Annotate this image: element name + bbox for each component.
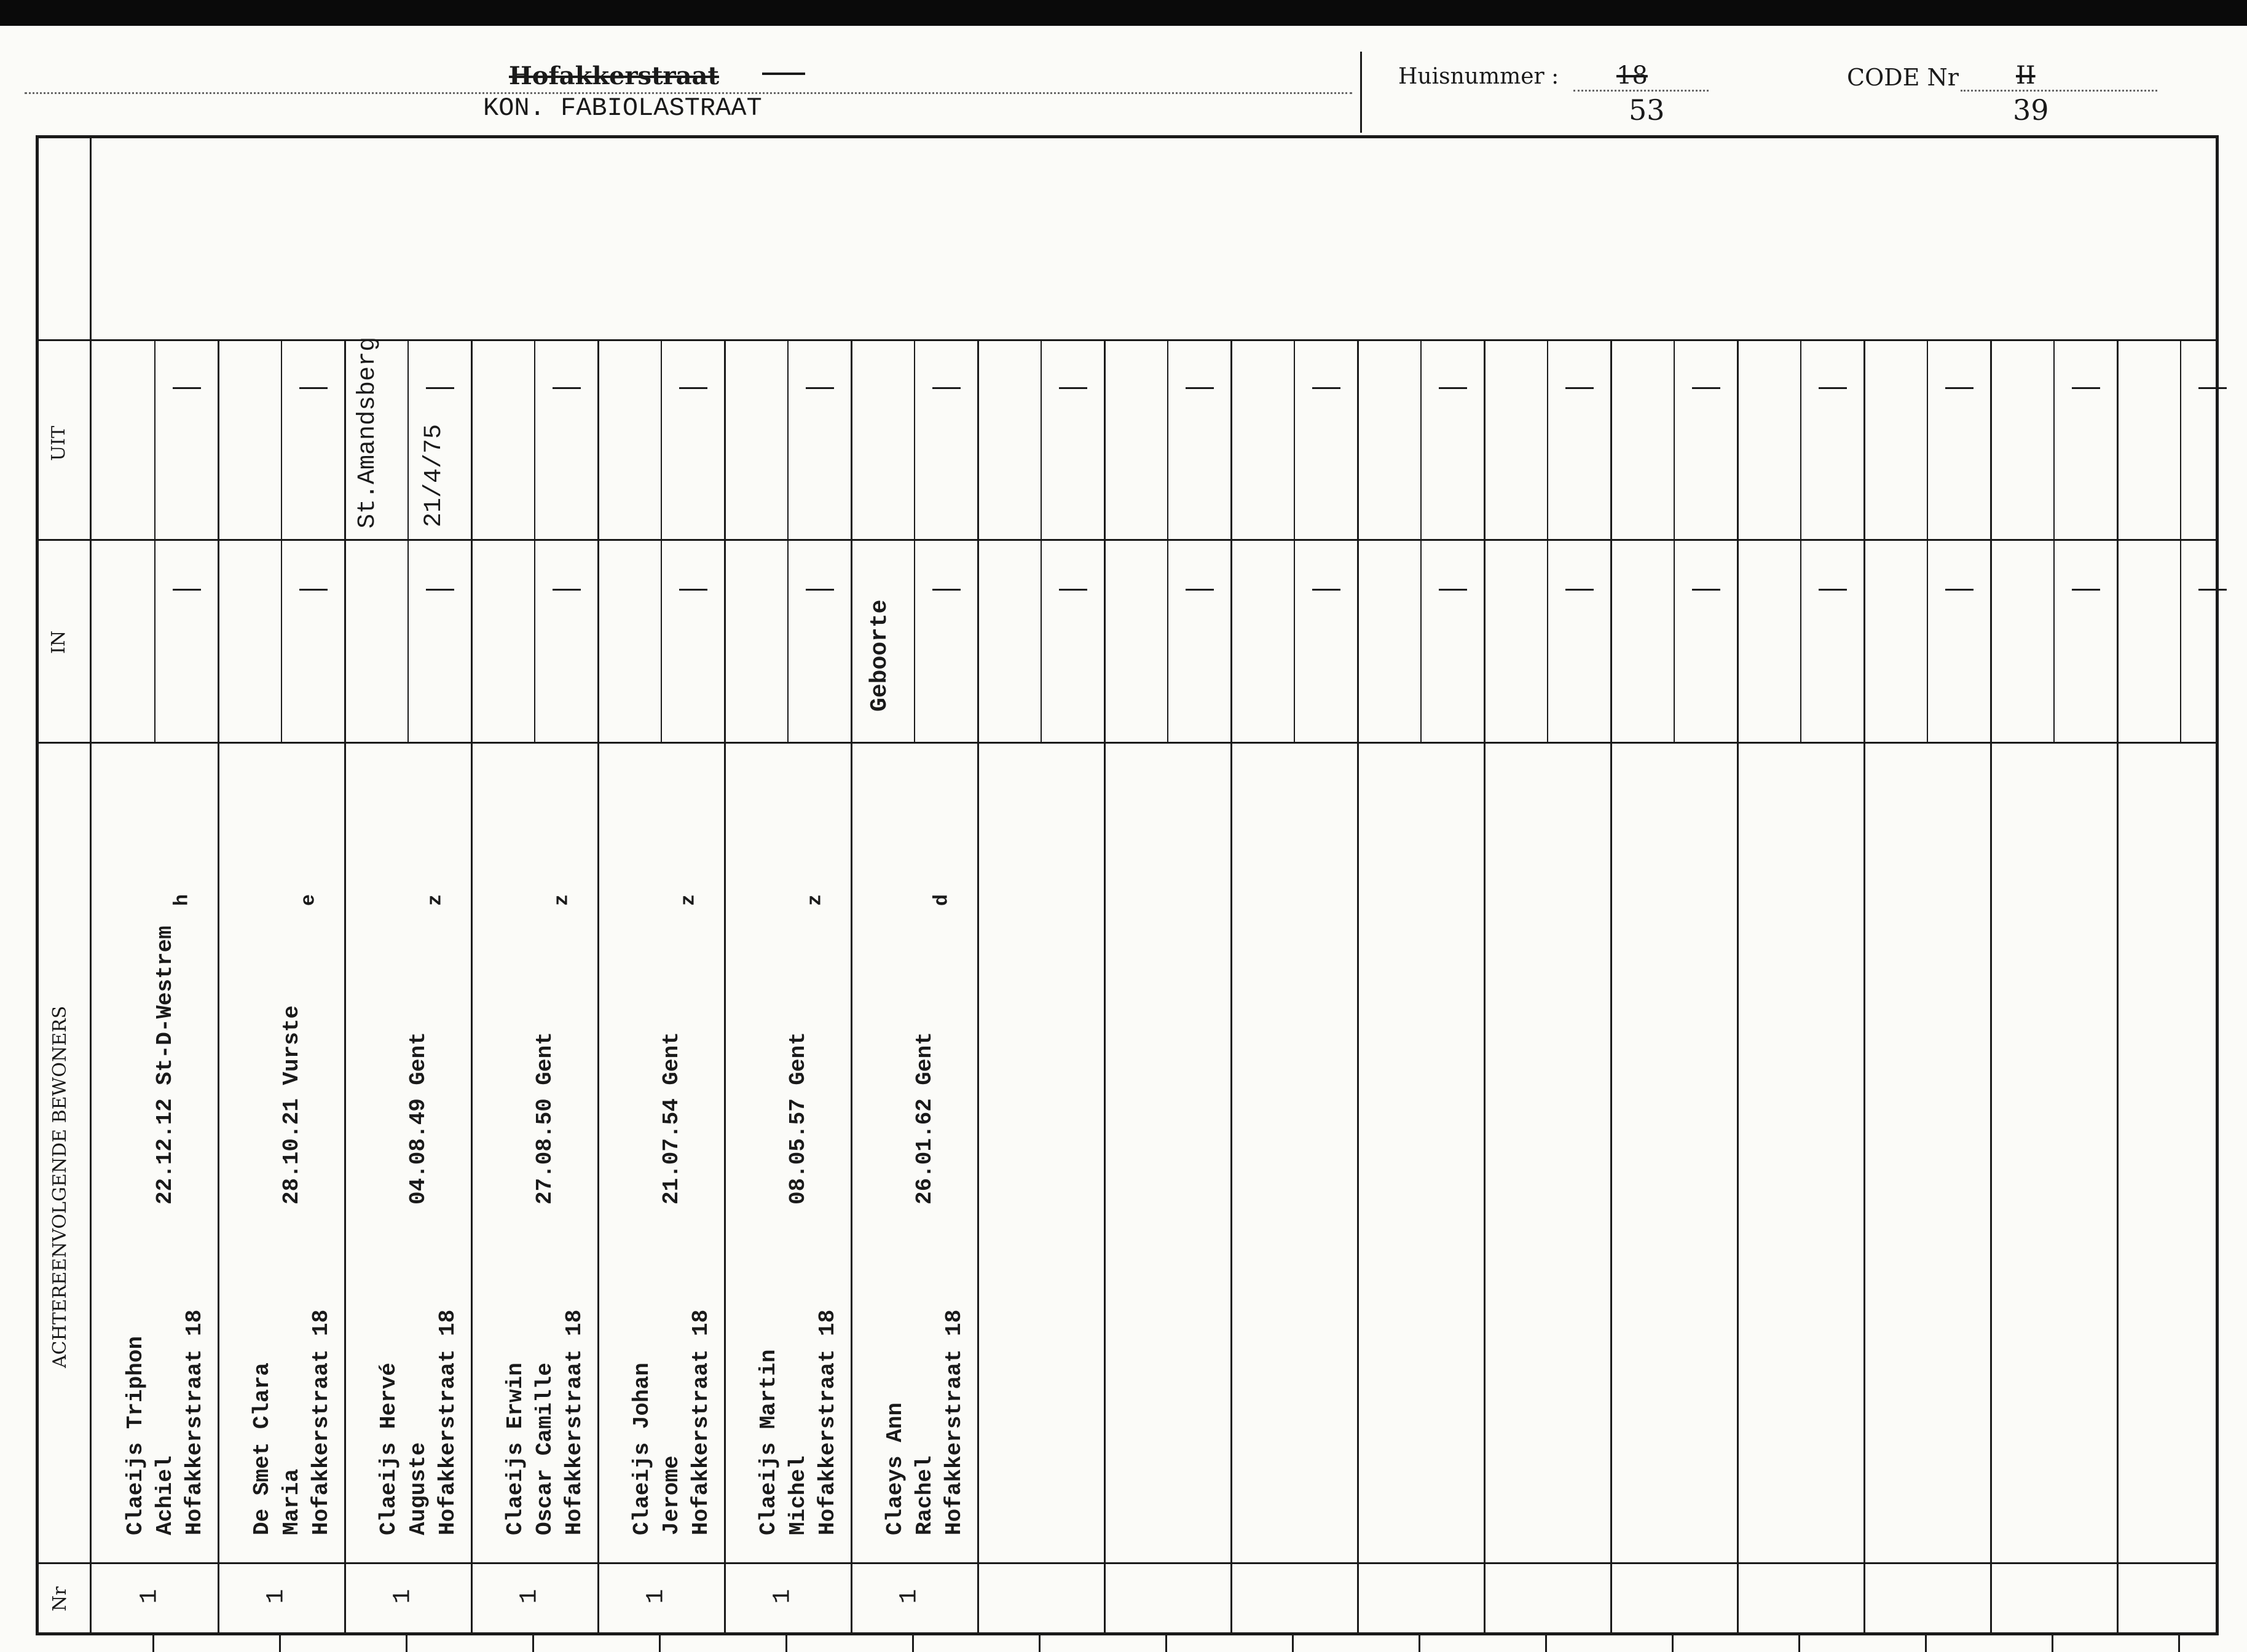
resident-address: Hofakkerstraat 18 bbox=[435, 1309, 460, 1535]
column-line bbox=[1484, 339, 1486, 1632]
uit-dash bbox=[173, 387, 201, 389]
column-line bbox=[977, 339, 979, 1632]
uit-dash bbox=[2072, 387, 2100, 389]
code-new: 39 bbox=[2013, 93, 2049, 127]
resident-nr: 1 bbox=[516, 1589, 544, 1604]
resident-birth: 04.08.49 Gent bbox=[406, 1032, 431, 1205]
sub-column-line bbox=[281, 339, 282, 742]
label-uit: UIT bbox=[48, 425, 69, 461]
bottom-tick bbox=[1165, 1635, 1167, 1652]
house-number-label: Huisnummer : bbox=[1398, 64, 1559, 89]
in-dash bbox=[2072, 589, 2100, 591]
resident-address: Hofakkerstraat 18 bbox=[815, 1309, 840, 1535]
column-line bbox=[1104, 339, 1106, 1632]
in-dash bbox=[1059, 589, 1087, 591]
resident-birth: 28.10.21 Vurste bbox=[279, 1005, 304, 1205]
label-nr: Nr bbox=[49, 1586, 71, 1611]
sub-column-line bbox=[1800, 339, 1801, 742]
uit-dash bbox=[1565, 387, 1594, 389]
table-right-border bbox=[2216, 135, 2219, 1635]
resident-relation: e bbox=[297, 894, 320, 907]
street-old: Hofakkerstraat bbox=[509, 61, 719, 90]
code-old: II bbox=[2016, 61, 2036, 90]
resident-address: Hofakkerstraat 18 bbox=[688, 1309, 714, 1535]
resident-given-name: Oscar Camille bbox=[532, 1363, 557, 1535]
resident-given-name: Michel bbox=[785, 1455, 811, 1535]
column-line bbox=[218, 339, 219, 1632]
resident-name: Claeys Ann bbox=[883, 1402, 908, 1535]
in-dash bbox=[1945, 589, 1974, 591]
uit-dash bbox=[679, 387, 707, 389]
bottom-tick bbox=[406, 1635, 407, 1652]
uit-dash bbox=[299, 387, 328, 389]
resident-relation: z bbox=[677, 894, 700, 907]
in-dash bbox=[1692, 589, 1720, 591]
resident-relation: z bbox=[423, 894, 447, 907]
resident-address: Hofakkerstraat 18 bbox=[309, 1309, 334, 1535]
table-top-border bbox=[36, 135, 2219, 138]
uit-dash bbox=[553, 387, 581, 389]
sub-column-line bbox=[1674, 339, 1675, 742]
street-new: KON. FABIOLASTRAAT bbox=[483, 93, 762, 123]
resident-name: Claeijs Erwin bbox=[503, 1363, 528, 1535]
uit-dash bbox=[1819, 387, 1847, 389]
sub-column-line bbox=[1927, 339, 1928, 742]
table-left-border bbox=[36, 135, 39, 1635]
resident-birth: 27.08.50 Gent bbox=[532, 1032, 557, 1205]
house-number-old: 18 bbox=[1616, 61, 1648, 90]
bottom-tick bbox=[532, 1635, 534, 1652]
bottom-tick bbox=[2052, 1635, 2053, 1652]
resident-birth: 21.07.54 Gent bbox=[659, 1032, 684, 1205]
in-top-line bbox=[36, 539, 2219, 541]
sub-column-line bbox=[1420, 339, 1422, 742]
uit-dash bbox=[1439, 387, 1467, 389]
sub-column-line bbox=[1294, 339, 1295, 742]
bottom-tick bbox=[1672, 1635, 1674, 1652]
house-number-dots bbox=[1573, 90, 1709, 92]
resident-name: Claeijs Triphon bbox=[123, 1335, 148, 1535]
column-line bbox=[851, 339, 852, 1632]
resident-birth: 08.05.57 Gent bbox=[785, 1032, 811, 1205]
label-in: IN bbox=[48, 630, 69, 654]
column-line bbox=[1990, 339, 1992, 1632]
bottom-tick bbox=[912, 1635, 914, 1652]
resident-nr: 1 bbox=[262, 1589, 291, 1604]
resident-relation: z bbox=[803, 894, 827, 907]
sub-column-line bbox=[154, 339, 155, 742]
column-line bbox=[1230, 339, 1232, 1632]
bottom-tick bbox=[152, 1635, 154, 1652]
bottom-tick bbox=[1545, 1635, 1547, 1652]
uit-dash bbox=[1312, 387, 1340, 389]
resident-given-name: Achiel bbox=[152, 1455, 178, 1535]
uit-date: 21/4/75 bbox=[420, 423, 448, 527]
column-line bbox=[597, 339, 599, 1632]
nr-top-line bbox=[36, 1562, 2219, 1564]
in-dash bbox=[299, 589, 328, 591]
column-line bbox=[724, 339, 726, 1632]
column-line bbox=[344, 339, 346, 1632]
uit-dash bbox=[1692, 387, 1720, 389]
column-line bbox=[471, 339, 473, 1632]
resident-given-name: Maria bbox=[279, 1468, 304, 1535]
label-residents: ACHTEREENVOLGENDE BEWONERS bbox=[49, 1005, 71, 1368]
residents-top-line bbox=[36, 742, 2219, 744]
sub-column-line bbox=[914, 339, 915, 742]
in-dash bbox=[426, 589, 454, 591]
bottom-tick bbox=[1419, 1635, 1420, 1652]
header-divider bbox=[1360, 52, 1362, 133]
in-dash bbox=[553, 589, 581, 591]
resident-address: Hofakkerstraat 18 bbox=[562, 1309, 587, 1535]
uit-dash bbox=[2198, 387, 2227, 389]
in-dash bbox=[679, 589, 707, 591]
bottom-tick bbox=[279, 1635, 281, 1652]
resident-nr: 1 bbox=[895, 1589, 924, 1604]
resident-relation: d bbox=[930, 894, 953, 907]
resident-birth: 22.12.12 St-D-Westrem bbox=[152, 926, 178, 1205]
code-label: CODE Nr bbox=[1847, 64, 1959, 91]
sub-column-line bbox=[407, 339, 409, 742]
bottom-tick bbox=[659, 1635, 661, 1652]
in-dash bbox=[1439, 589, 1467, 591]
resident-birth: 26.01.62 Gent bbox=[912, 1032, 937, 1205]
in-dash bbox=[2198, 589, 2227, 591]
sub-column-line bbox=[1041, 339, 1042, 742]
code-dots bbox=[1961, 90, 2157, 92]
resident-nr: 1 bbox=[389, 1589, 417, 1604]
in-dash bbox=[806, 589, 834, 591]
resident-given-name: Auguste bbox=[406, 1442, 431, 1535]
resident-given-name: Rachel bbox=[912, 1455, 937, 1535]
bottom-tick bbox=[785, 1635, 787, 1652]
sub-column-line bbox=[534, 339, 535, 742]
resident-address: Hofakkerstraat 18 bbox=[182, 1309, 207, 1535]
uit-place: St.Amandsberg bbox=[354, 336, 382, 529]
column-line bbox=[1357, 339, 1359, 1632]
in-dash bbox=[1819, 589, 1847, 591]
uit-dash bbox=[932, 387, 961, 389]
uit-dash bbox=[426, 387, 454, 389]
sub-column-line bbox=[661, 339, 662, 742]
column-line bbox=[1737, 339, 1739, 1632]
resident-nr: 1 bbox=[769, 1589, 797, 1604]
bottom-tick bbox=[1039, 1635, 1041, 1652]
sub-column-line bbox=[2053, 339, 2055, 742]
resident-relation: z bbox=[550, 894, 573, 907]
resident-nr: 1 bbox=[136, 1589, 164, 1604]
resident-name: Claeijs Johan bbox=[629, 1363, 655, 1535]
resident-name: Claeijs Hervé bbox=[376, 1363, 401, 1535]
strike-tail bbox=[762, 73, 805, 75]
resident-given-name: Jerome bbox=[659, 1455, 684, 1535]
sub-column-line bbox=[1547, 339, 1548, 742]
in-dash bbox=[932, 589, 961, 591]
in-dash bbox=[1565, 589, 1594, 591]
column-line bbox=[1610, 339, 1612, 1632]
column-line bbox=[2117, 339, 2119, 1632]
bottom-tick bbox=[1925, 1635, 1927, 1652]
in-dash bbox=[173, 589, 201, 591]
column-line bbox=[1863, 339, 1865, 1632]
in-dash bbox=[1312, 589, 1340, 591]
resident-name: De Smet Clara bbox=[250, 1363, 275, 1535]
resident-relation: h bbox=[170, 894, 194, 907]
uit-dash bbox=[1059, 387, 1087, 389]
resident-name: Claeijs Martin bbox=[756, 1349, 781, 1535]
sub-column-line bbox=[787, 339, 789, 742]
house-number-new: 53 bbox=[1629, 93, 1665, 127]
label-column-divider bbox=[90, 138, 92, 1632]
uit-dash bbox=[1186, 387, 1214, 389]
bottom-tick bbox=[1798, 1635, 1800, 1652]
bottom-tick bbox=[1292, 1635, 1294, 1652]
uit-dash bbox=[806, 387, 834, 389]
bottom-tick bbox=[2178, 1635, 2180, 1652]
in-dash bbox=[1186, 589, 1214, 591]
scan-border bbox=[0, 0, 2247, 26]
resident-nr: 1 bbox=[642, 1589, 671, 1604]
in-note: Geboorte bbox=[867, 599, 893, 712]
uit-dash bbox=[1945, 387, 1974, 389]
table-bottom-border bbox=[36, 1632, 2219, 1635]
sub-column-line bbox=[2180, 339, 2181, 742]
resident-address: Hofakkerstraat 18 bbox=[942, 1309, 967, 1535]
sub-column-line bbox=[1167, 339, 1168, 742]
